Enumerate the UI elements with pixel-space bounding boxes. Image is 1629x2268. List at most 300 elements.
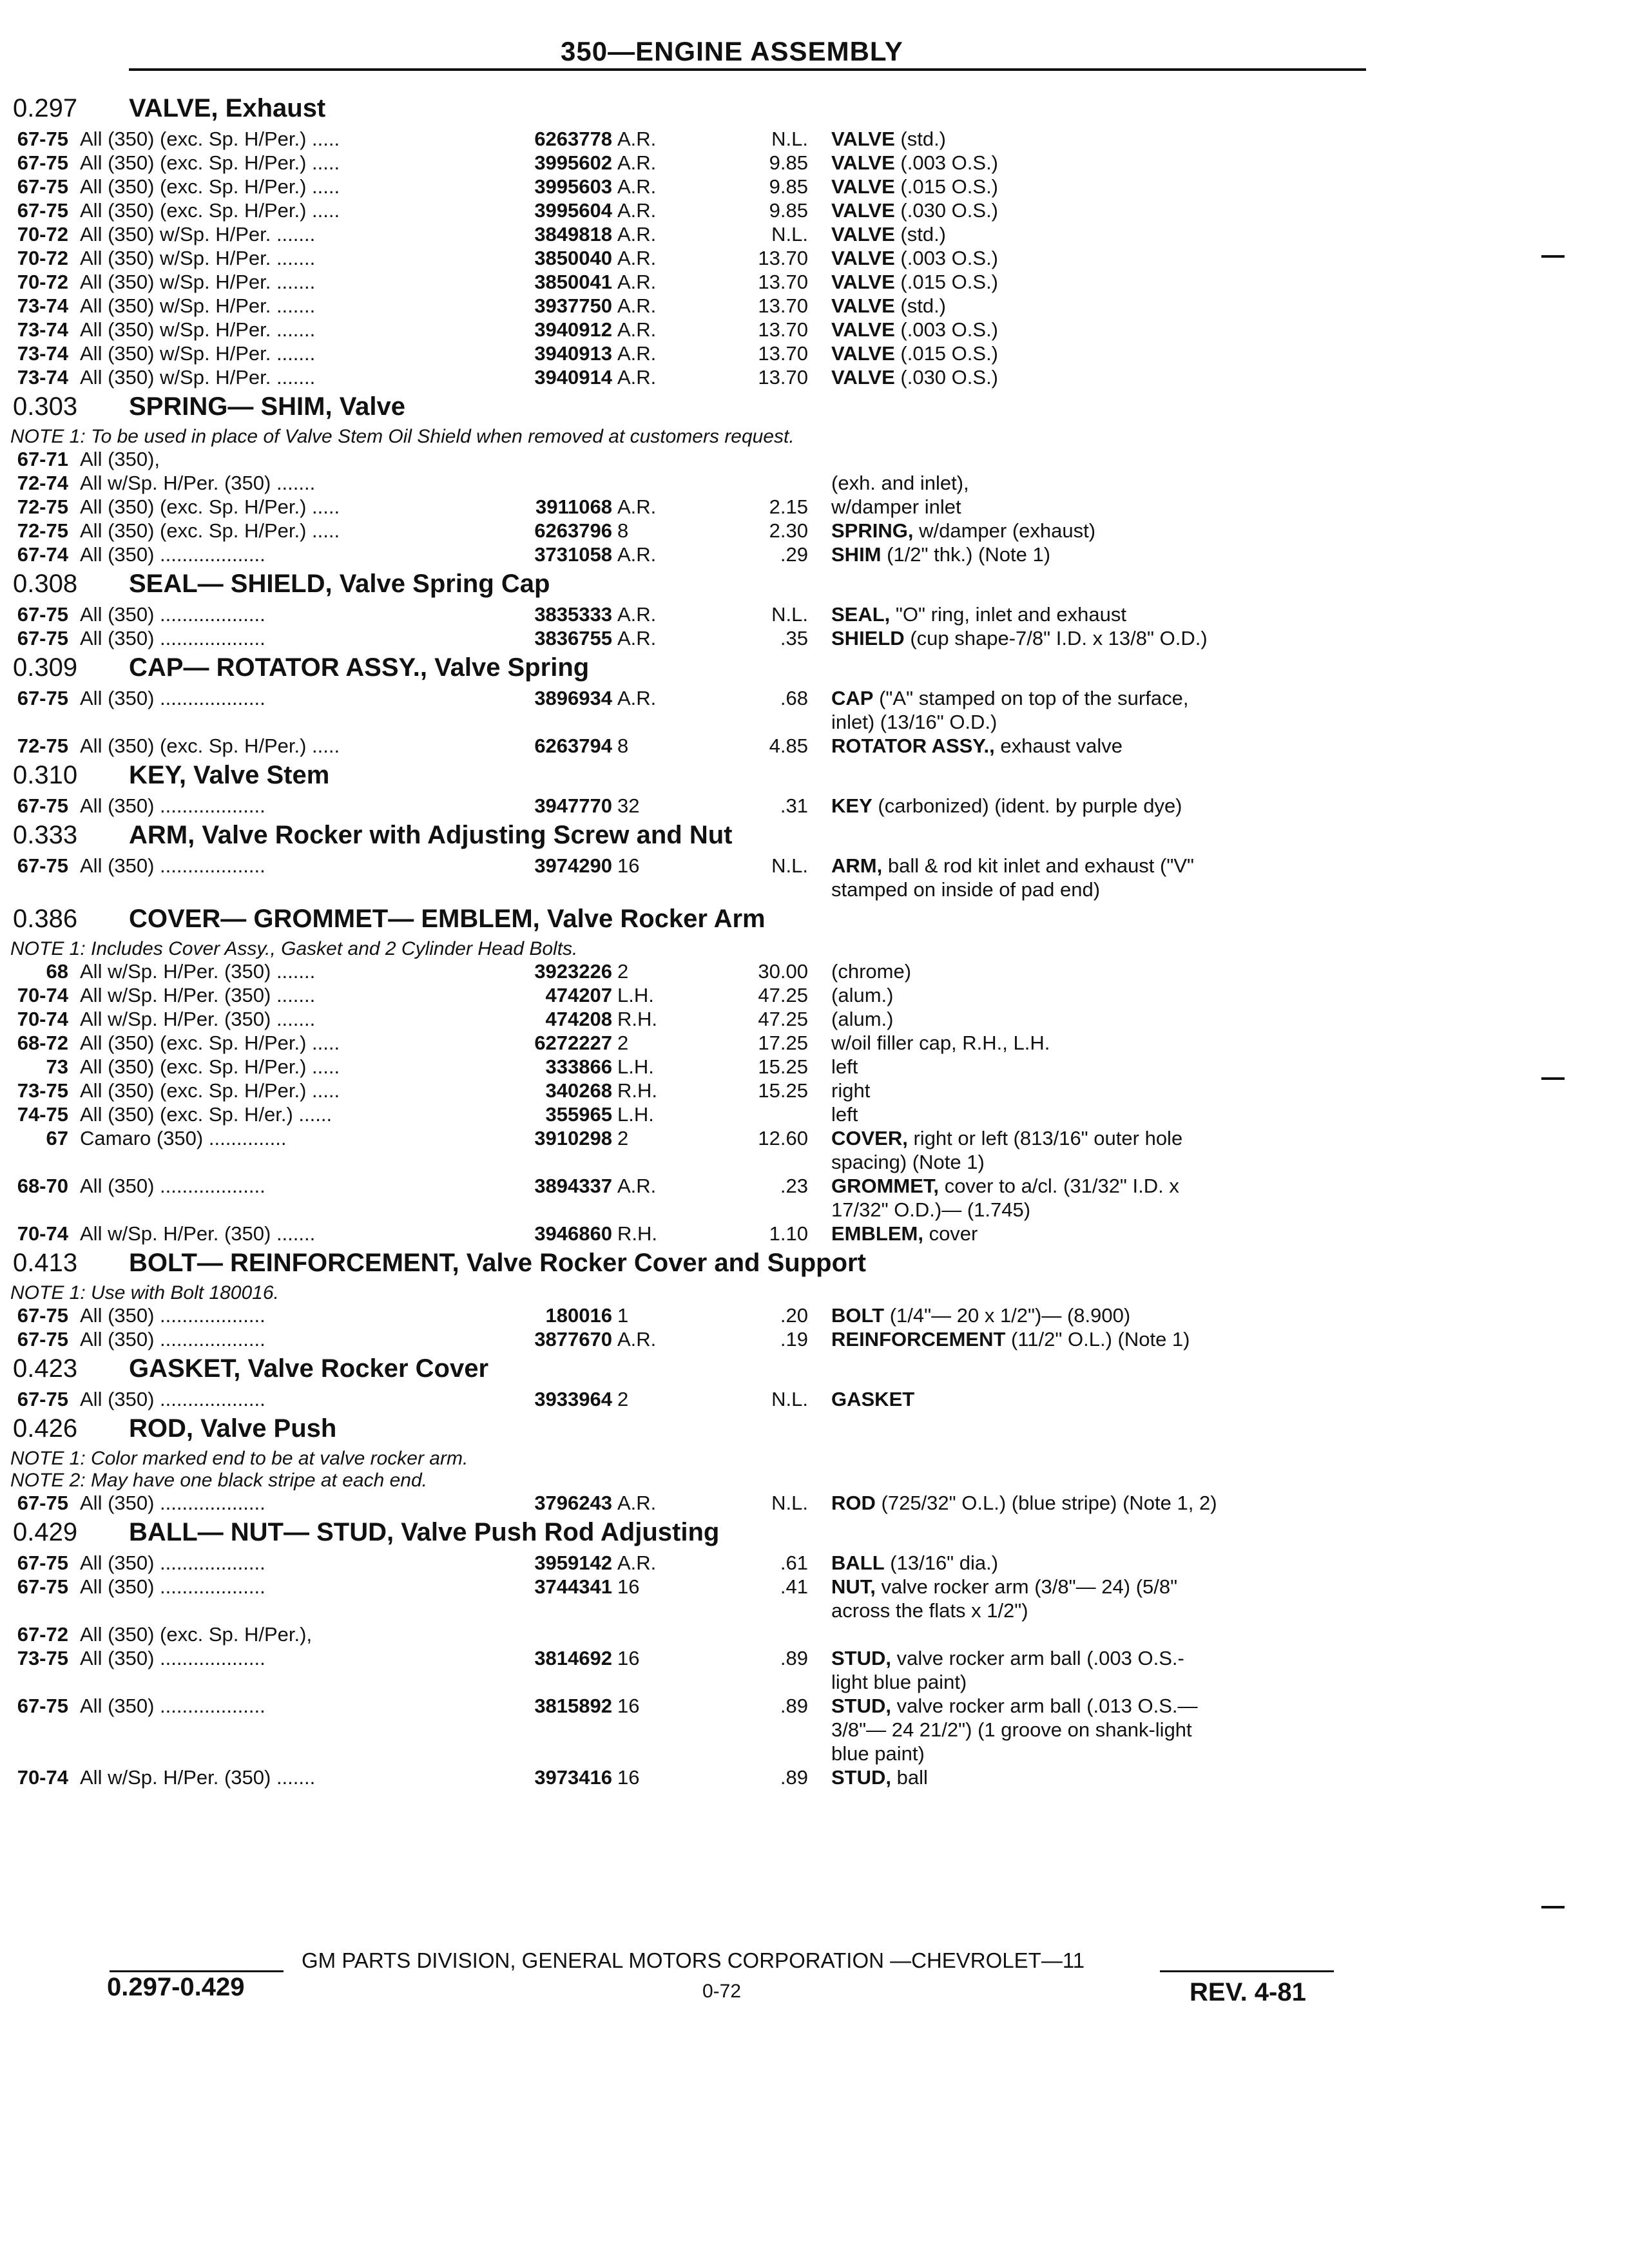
description-text: blue paint) [831,1742,925,1765]
price: .61 [780,1552,808,1574]
part-name: SHIELD [831,627,905,649]
section-number: 0.297 [13,94,78,122]
section-heading [0,1245,1629,1281]
part-name: VALVE [831,128,895,150]
description-text: (.030 O.S.) [900,199,998,222]
part-name: ARM, [831,854,883,877]
section-title: SPRING— SHIM, Valve [129,392,406,421]
part-row [0,626,1629,649]
model-years: 70-72 [17,247,68,269]
price: 13.70 [758,318,808,341]
part-row [0,1669,1629,1693]
part-number: 3973416 [534,1766,612,1789]
description-text: (std.) [900,223,947,245]
section-heading [0,1410,1629,1446]
part-number: 6263796 [534,519,612,542]
part-description [831,1198,1321,1222]
description-text: cover to a/cl. (31/32" I.D. x [944,1175,1179,1197]
part-row [0,1054,1629,1078]
part-row [0,733,1629,757]
description-text: (.003 O.S.) [900,318,998,341]
catalog-section [0,757,1629,817]
part-description [831,1671,1321,1694]
price: 13.70 [758,294,808,317]
application: All (350) w/Sp. H/Per. ....... [80,271,316,293]
part-name: STUD, [831,1766,891,1789]
part-row [0,1030,1629,1054]
footer-page-number: 0-72 [702,1981,742,2002]
part-description [831,1304,1321,1327]
model-years: 67-75 [17,603,68,626]
section-heading [0,566,1629,602]
price: 1.10 [769,1222,808,1245]
application: All (350), [80,448,160,470]
application: All (350) (exc. Sp. H/er.) ...... [80,1103,333,1126]
description-text: (cup shape-7/8" I.D. x 13/8" O.D.) [910,627,1208,649]
price: 9.85 [769,151,808,174]
part-name: BALL [831,1552,885,1574]
description-text: (.003 O.S.) [900,247,998,269]
price: .89 [780,1766,808,1789]
application: All (350) ................... [80,1492,265,1514]
part-number: 3995604 [534,199,612,222]
price: .31 [780,794,808,817]
section-heading [0,817,1629,853]
model-years: 68-72 [17,1032,68,1054]
section-number: 0.429 [13,1518,78,1546]
section-heading [0,389,1629,425]
model-years: 68 [46,960,68,983]
description-text: w/damper (exhaust) [919,519,1096,542]
part-row [0,1598,1629,1622]
description-text: (carbonized) (ident. by purple dye) [878,794,1182,817]
part-row [0,1490,1629,1514]
part-description [831,1718,1321,1742]
part-name: VALVE [831,294,895,317]
part-number: 3849818 [534,223,612,245]
part-description [831,1695,1321,1718]
part-row [0,983,1629,1006]
model-years: 67 [46,1127,68,1149]
part-name: SHIM [831,543,882,566]
price: 15.25 [758,1079,808,1102]
section-title: COVER— GROMMET— EMBLEM, Valve Rocker Arm [129,905,766,933]
section-number: 0.426 [13,1414,78,1443]
part-number: 3940912 [534,318,612,341]
application: All (350) ................... [80,1695,265,1717]
quantity: R.H. [617,1222,657,1245]
application: All w/Sp. H/Per. (350) ....... [80,1766,316,1789]
description-text: (.015 O.S.) [900,271,998,293]
catalog-section [0,817,1629,901]
section-title: CAP— ROTATOR ASSY., Valve Spring [129,653,590,682]
section-number: 0.309 [13,653,78,682]
part-name: EMBLEM, [831,1222,923,1245]
part-name: VALVE [831,223,895,245]
description-text: (alum.) [831,1008,894,1030]
description-text: ("A" stamped on top of the surface, [879,687,1189,709]
quantity: A.R. [617,627,657,649]
part-number: 3947770 [534,794,612,817]
application: All (350) (exc. Sp. H/Per.) ..... [80,128,340,150]
description-text: "O" ring, inlet and exhaust [895,603,1126,626]
section-number: 0.423 [13,1354,78,1383]
model-years: 73 [46,1055,68,1078]
part-row [0,877,1629,901]
application: All w/Sp. H/Per. (350) ....... [80,1222,316,1245]
description-text: (11/2" O.L.) (Note 1) [1011,1328,1190,1350]
model-years: 67-75 [17,1695,68,1717]
description-text: valve rocker arm (3/8"— 24) (5/8" [881,1575,1178,1598]
price: N.L. [771,854,808,877]
section-heading [0,90,1629,126]
note-text: NOTE 1: Color marked end to be at valve rocker arm. [10,1448,468,1469]
model-years: 70-74 [17,1766,68,1789]
part-description [831,1055,1321,1079]
application: All (350) ................... [80,1304,265,1327]
model-years: 68-70 [17,1175,68,1197]
quantity: 2 [617,1388,629,1410]
application: All (350) ................... [80,627,265,649]
catalog-section [0,901,1629,1245]
part-description [831,735,1321,758]
section-title: ROD, Valve Push [129,1414,337,1443]
application: All (350) ................... [80,1388,265,1410]
part-name: REINFORCEMENT [831,1328,1006,1350]
catalog-section [0,1410,1629,1514]
application: All (350) ................... [80,603,265,626]
part-row [0,1173,1629,1197]
quantity: A.R. [617,543,657,566]
model-years: 72-75 [17,519,68,542]
price: .29 [780,543,808,566]
application: All (350) w/Sp. H/Per. ....... [80,318,316,341]
part-number: 3910298 [534,1127,612,1149]
part-description [831,1151,1321,1174]
application: All (350) (exc. Sp. H/Per.) ..... [80,199,340,222]
quantity: A.R. [617,1492,657,1514]
section-title: VALVE, Exhaust [129,94,326,122]
part-description [831,960,1321,983]
description-text: (1/4"— 20 x 1/2")— (8.900) [889,1304,1131,1327]
catalog-section [0,90,1629,389]
part-row [0,959,1629,983]
description-text: w/damper inlet [831,495,961,518]
note-text: NOTE 1: To be used in place of Valve Stem Oil Shield when removed at customers request. [10,426,795,447]
part-row [0,447,1629,470]
catalog-section [0,649,1629,757]
section-note [0,937,1629,959]
part-number: 3896934 [534,687,612,709]
model-years: 67-74 [17,543,68,566]
part-number: 3946860 [534,1222,612,1245]
part-description [831,1492,1321,1515]
part-description [831,711,1321,734]
part-description [831,1079,1321,1102]
part-row [0,1646,1629,1669]
catalog-section [0,389,1629,566]
application: All (350) ................... [80,543,265,566]
footer-rule-right [1160,1970,1334,1972]
description-text: (13/16" dia.) [890,1552,999,1574]
model-years: 67-75 [17,1304,68,1327]
part-row [0,542,1629,566]
model-years: 67-72 [17,1623,68,1646]
price: 13.70 [758,366,808,389]
part-name: VALVE [831,271,895,293]
description-text: (.003 O.S.) [900,151,998,174]
model-years: 73-75 [17,1647,68,1669]
part-number: 6263794 [534,735,612,757]
part-description [831,271,1321,294]
quantity: A.R. [617,495,657,518]
application: All (350) ................... [80,854,265,877]
quantity: 16 [617,1647,640,1669]
section-title: GASKET, Valve Rocker Cover [129,1354,489,1383]
part-number: 3923226 [534,960,612,983]
section-title: BALL— NUT— STUD, Valve Push Rod Adjusting [129,1518,720,1546]
description-text: cover [929,1222,978,1245]
part-number: 3744341 [534,1575,612,1598]
model-years: 67-75 [17,128,68,150]
price: 12.60 [758,1127,808,1149]
part-description [831,318,1321,341]
footer-rule-left [110,1970,284,1972]
part-description [831,1742,1321,1765]
quantity: 16 [617,854,640,877]
quantity: A.R. [617,294,657,317]
description-text: right [831,1079,871,1102]
price: .19 [780,1328,808,1350]
part-name: ROD [831,1492,876,1514]
section-number: 0.333 [13,821,78,849]
quantity: 2 [617,1032,629,1054]
description-text: 17/32" O.D.)— (1.745) [831,1198,1031,1221]
application: All (350) w/Sp. H/Per. ....... [80,247,316,269]
part-name: VALVE [831,175,895,198]
part-description [831,128,1321,151]
quantity: A.R. [617,366,657,389]
application: All (350) (exc. Sp. H/Per.) ..... [80,175,340,198]
application: All (350) ................... [80,1575,265,1598]
description-text: (exh. and inlet), [831,472,969,494]
section-title: BOLT— REINFORCEMENT, Valve Rocker Cover and Support [129,1249,866,1277]
footer-corporation: GM PARTS DIVISION, GENERAL MOTORS CORPORATION —CHEVROLET—11 [302,1948,1085,1972]
application: All (350) w/Sp. H/Per. ....... [80,342,316,365]
application: All (350) ................... [80,794,265,817]
part-number: 3937750 [534,294,612,317]
application: All (350) ................... [80,1175,265,1197]
description-text: (std.) [900,128,947,150]
part-name: STUD, [831,1647,891,1669]
part-description [831,1222,1321,1245]
part-number: 3814692 [534,1647,612,1669]
part-number: 340268 [545,1079,612,1102]
model-years: 70-72 [17,223,68,245]
quantity: A.R. [617,342,657,365]
quantity: A.R. [617,223,657,245]
description-text: (.015 O.S.) [900,342,998,365]
part-row [0,1717,1629,1741]
model-years: 67-75 [17,1552,68,1574]
section-number: 0.310 [13,761,78,789]
model-years: 70-74 [17,1222,68,1245]
model-years: 72-74 [17,472,68,494]
part-number: 6272227 [534,1032,612,1054]
part-description [831,1103,1321,1126]
application: All (350) ................... [80,1647,265,1669]
description-text: valve rocker arm ball (.003 O.S.- [896,1647,1184,1669]
description-text: (.030 O.S.) [900,366,998,389]
part-description [831,1575,1321,1599]
part-number: 3959142 [534,1552,612,1574]
application: All (350) ................... [80,687,265,709]
quantity: 8 [617,519,629,542]
price: N.L. [771,603,808,626]
part-number: 3995603 [534,175,612,198]
part-number: 3940913 [534,342,612,365]
part-row [0,1622,1629,1646]
model-years: 72-75 [17,735,68,757]
price: N.L. [771,223,808,245]
application: All (350) ................... [80,1552,265,1574]
model-years: 67-71 [17,448,68,470]
part-row [0,470,1629,494]
quantity: A.R. [617,151,657,174]
section-title: SEAL— SHIELD, Valve Spring Cap [129,570,550,598]
description-text: left [831,1103,858,1126]
application: All w/Sp. H/Per. (350) ....... [80,472,316,494]
model-years: 67-75 [17,854,68,877]
part-row [0,1126,1629,1149]
description-text: ball & rod kit inlet and exhaust ("V" [887,854,1195,877]
price: .68 [780,687,808,709]
description-text: right or left (813/16" outer hole [913,1127,1183,1149]
part-row [0,245,1629,269]
application: All (350) w/Sp. H/Per. ....... [80,294,316,317]
page-header-title: 350—ENGINE ASSEMBLY [561,36,903,66]
application: All (350) w/Sp. H/Per. ....... [80,366,316,389]
part-row [0,150,1629,174]
part-number: 355965 [545,1103,612,1126]
section-note [0,1446,1629,1468]
quantity: R.H. [617,1079,657,1102]
section-number: 0.303 [13,392,78,421]
part-name: COVER, [831,1127,908,1149]
price: 13.70 [758,271,808,293]
part-row [0,853,1629,877]
price: .89 [780,1647,808,1669]
part-description [831,519,1321,543]
application: All (350) (exc. Sp. H/Per.) ..... [80,735,340,757]
application: All (350) (exc. Sp. H/Per.) ..... [80,1079,340,1102]
application: Camaro (350) .............. [80,1127,287,1149]
part-description [831,342,1321,365]
quantity: A.R. [617,128,657,150]
quantity: A.R. [617,1328,657,1350]
description-text: (std.) [900,294,947,317]
part-row [0,1197,1629,1221]
part-row [0,126,1629,150]
model-years: 74-75 [17,1103,68,1126]
part-row [0,1102,1629,1126]
part-name: CAP [831,687,874,709]
part-row [0,1550,1629,1574]
part-number: 3894337 [534,1175,612,1197]
price: 9.85 [769,199,808,222]
catalog-section [0,1245,1629,1350]
part-number: 333866 [545,1055,612,1078]
application: All w/Sp. H/Per. (350) ....... [80,1008,316,1030]
part-number: 3933964 [534,1388,612,1410]
part-name: KEY [831,794,872,817]
application: All (350) (exc. Sp. H/Per.) ..... [80,519,340,542]
part-name: ROTATOR ASSY., [831,735,995,757]
model-years: 67-75 [17,687,68,709]
price: 9.85 [769,175,808,198]
application: All (350) ................... [80,1328,265,1350]
price: N.L. [771,1388,808,1410]
model-years: 73-74 [17,294,68,317]
section-heading [0,901,1629,937]
model-years: 67-75 [17,199,68,222]
description-text: across the flats x 1/2") [831,1599,1028,1622]
model-years: 73-75 [17,1079,68,1102]
part-name: VALVE [831,151,895,174]
quantity: L.H. [617,1055,654,1078]
part-row [0,518,1629,542]
part-description [831,1388,1321,1411]
section-note [0,1281,1629,1303]
model-years: 70-72 [17,271,68,293]
note-text: NOTE 2: May have one black stripe at each end. [10,1470,428,1491]
application: All w/Sp. H/Per. (350) ....... [80,984,316,1006]
part-name: GASKET [831,1388,915,1410]
section-title: ARM, Valve Rocker with Adjusting Screw and Nut [129,821,733,849]
model-years: 70-74 [17,1008,68,1030]
quantity: A.R. [617,687,657,709]
catalog-section [0,1514,1629,1789]
part-description [831,294,1321,318]
price: .20 [780,1304,808,1327]
description-text: inlet) (13/16" O.D.) [831,711,998,733]
section-title: KEY, Valve Stem [129,761,330,789]
quantity: 32 [617,794,640,817]
section-heading [0,649,1629,686]
part-row [0,317,1629,341]
part-row [0,222,1629,245]
part-description [831,878,1321,901]
price: .41 [780,1575,808,1598]
part-row [0,1303,1629,1327]
model-years: 73-74 [17,366,68,389]
part-number: 3836755 [534,627,612,649]
part-row [0,686,1629,709]
model-years: 67-75 [17,151,68,174]
price: 17.25 [758,1032,808,1054]
quantity: A.R. [617,199,657,222]
description-text: w/oil filler cap, R.H., L.H. [831,1032,1050,1054]
part-number: 3796243 [534,1492,612,1514]
price: N.L. [771,128,808,150]
footer-range: 0.297-0.429 [107,1973,245,2001]
part-description [831,1175,1321,1198]
part-name: VALVE [831,318,895,341]
part-row [0,1006,1629,1030]
margin-mark [1541,1906,1565,1908]
part-number: 474207 [545,984,612,1006]
part-row [0,1693,1629,1717]
